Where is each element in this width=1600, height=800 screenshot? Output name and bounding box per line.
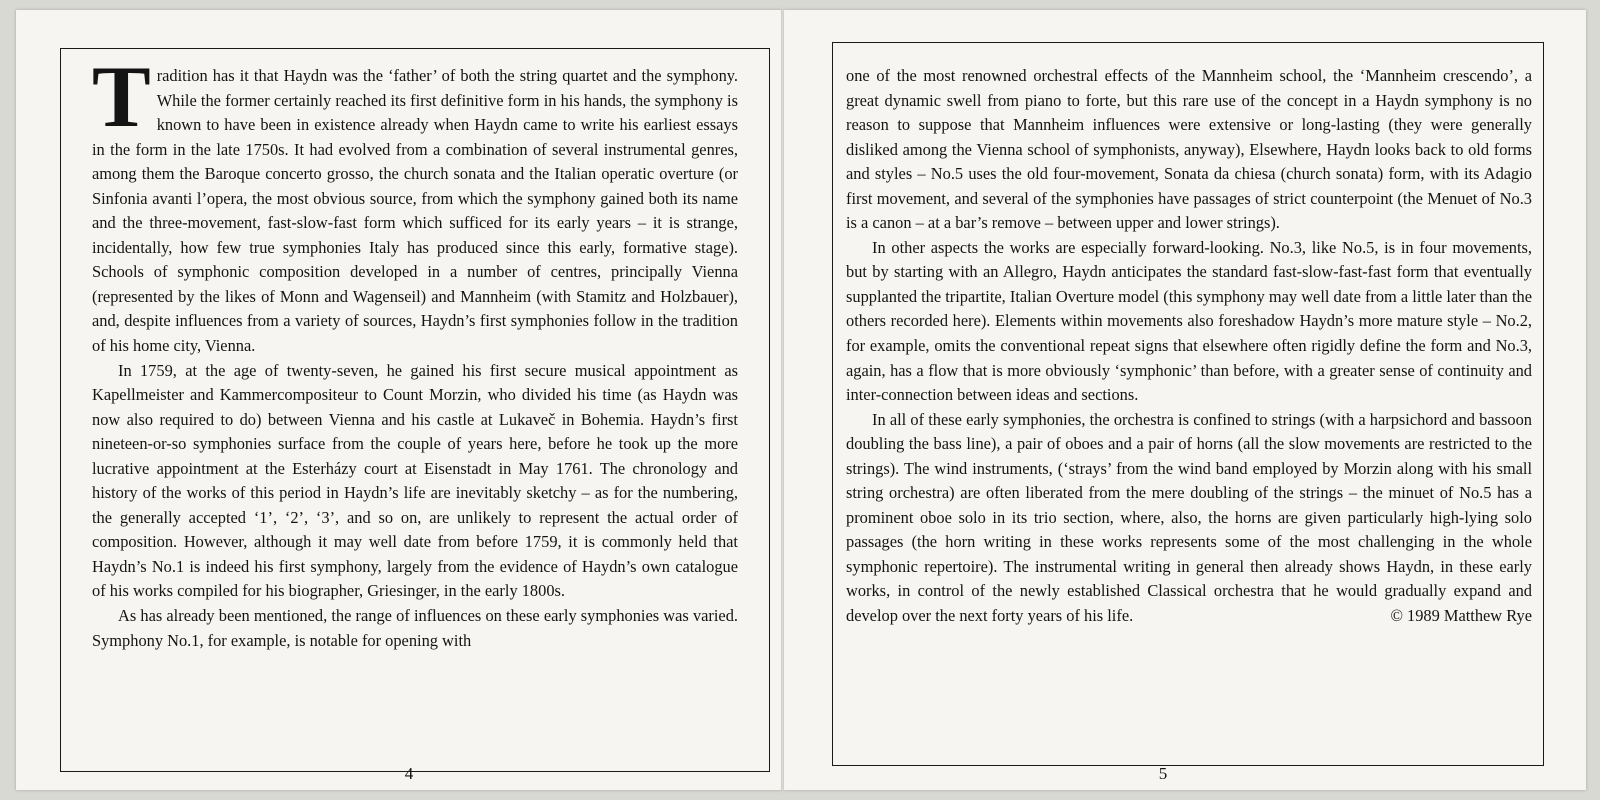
right-paragraph-3-text: In all of these early symphonies, the orchestra is confined to strings (with a harpsichord and bassoon doubling the bass line), a pair of oboes and a pair of horns (all the slow movements are restricted to the strings). The wind instruments, (‘strays’ from the wind band employed by Morzin along with his small string orchestra) are often liberated from the mere doubling of the strings – the minuet of No.5 has a prominent oboe solo in its trio section, where, also, the horns are given particularly high-lying solo passages (the horn writing in these works represents some of the most challenging in the whole symphonic repertoire). The instrumental writing in general then already shows Haydn, in these early works, in control of the newly established Classical orchestra that he would gradually expand and develop over the next forty years of his life. [846,409,1532,626]
left-paragraph-2: In 1759, at the age of twenty-seven, he gained his first secure musical appointment as Kapellmeister and Kammercompositeur to Count Morzin, who divided his time (as Haydn was now also required to do) between Vienna and his castle at Lukaveč in Bohemia. Haydn’s first nineteen-or-so symphonies surface from the couple of years here, before he took up the more lucrative appointment at the Esterházy court at Eisenstadt in May 1761. The chronology and history of the works of this period in Haydn’s life are inevitably sketchy – as for the numbering, the generally accepted ‘1’, ‘2’, ‘3’, and so on, are unlikely to represent the actual order of composition. However, although it may well date from before 1759, it is commonly held that Haydn’s No.1 is indeed his first symphony, largely from the evidence of Haydn’s own catalogue of his works compiled for his biographer, Griesinger, in the early 1800s. [92,360,738,601]
left-paragraph-3: As has already been mentioned, the range of influences on these early symphonies was varied. Symphony No.1, for example, is notable for opening with [92,606,738,650]
drop-cap: T [92,49,151,146]
copyright-signature: © 1989 Matthew Rye [1390,606,1532,626]
page-number-right: 5 [1158,764,1168,783]
page-number-left: 4 [404,764,414,783]
left-paragraph-1-text: radition has it that Haydn was the ‘father’ of both the string quartet and the symphony. While the former certainly reached its first definitive form in his hands, the symphony is known to have been in existence already when Haydn came to write his earliest essays in the form in the late 1750s. It had evolved from a combination of several instrumental genres, among them the Baroque concerto grosso, the church sonata and the Italian operatic overture (or Sinfonia avanti l’opera, the most obvious source, from which the symphony gained both its name and the three-movement, fast-slow-fast form which sufficed for its early years – it is strange, incidentally, how few true symphonies Italy has produced since this early, formative stage). Schools of symphonic composition developed in a number of centres, principally Vienna (represented by the likes of Monn and Wagenseil) and Mannheim (with Stamitz and Holzbauer), and, despite influences from a variety of sources, Haydn’s first symphonies follow in the tradition of his home city, Vienna. [92,66,738,356]
right-paragraph-1: one of the most renowned orchestral effects of the Mannheim school, the ‘Mannheim crescendo’, a great dynamic swell from piano to forte, but this rare use of the concept in a Haydn symphony is no reason to suppose that Mannheim influences were extensive or long-lasting (they were generally disliked among the Vienna school of symphonists, anyway), Elsewhere, Haydn looks back to old forms and styles – No.5 uses the old four-movement, Sonata da chiesa (church sonata) form, with its Adagio first movement, and several of the symphonies have passages of strict counterpoint (the Menuet of No.3 is a canon – at a bar’s remove – between upper and lower strings). [846,66,1532,233]
left-page-text [92,49,738,653]
right-page-text [846,64,1532,629]
right-paragraph-2: In other aspects the works are especially forward-looking. No.3, like No.5, is in four movements, but by starting with an Allegro, Haydn anticipates the standard fast-slow-fast-fast form that eventually supplanted the tripartite, Italian Overture model (this symphony may well date from a little later than the others recorded here). Elements within movements also foreshadow Haydn’s more mature style – No.2, for example, omits the conventional repeat signs that elsewhere often rigidly define the form and No.3, again, has a flow that is more obviously ‘symphonic’ than before, with a greater sense of continuity and inter-connection between ideas and sections. [846,237,1532,405]
right-page [784,10,1586,790]
left-paragraph-1 [92,49,738,359]
left-page [16,10,782,790]
right-paragraph-3 [846,408,1532,629]
